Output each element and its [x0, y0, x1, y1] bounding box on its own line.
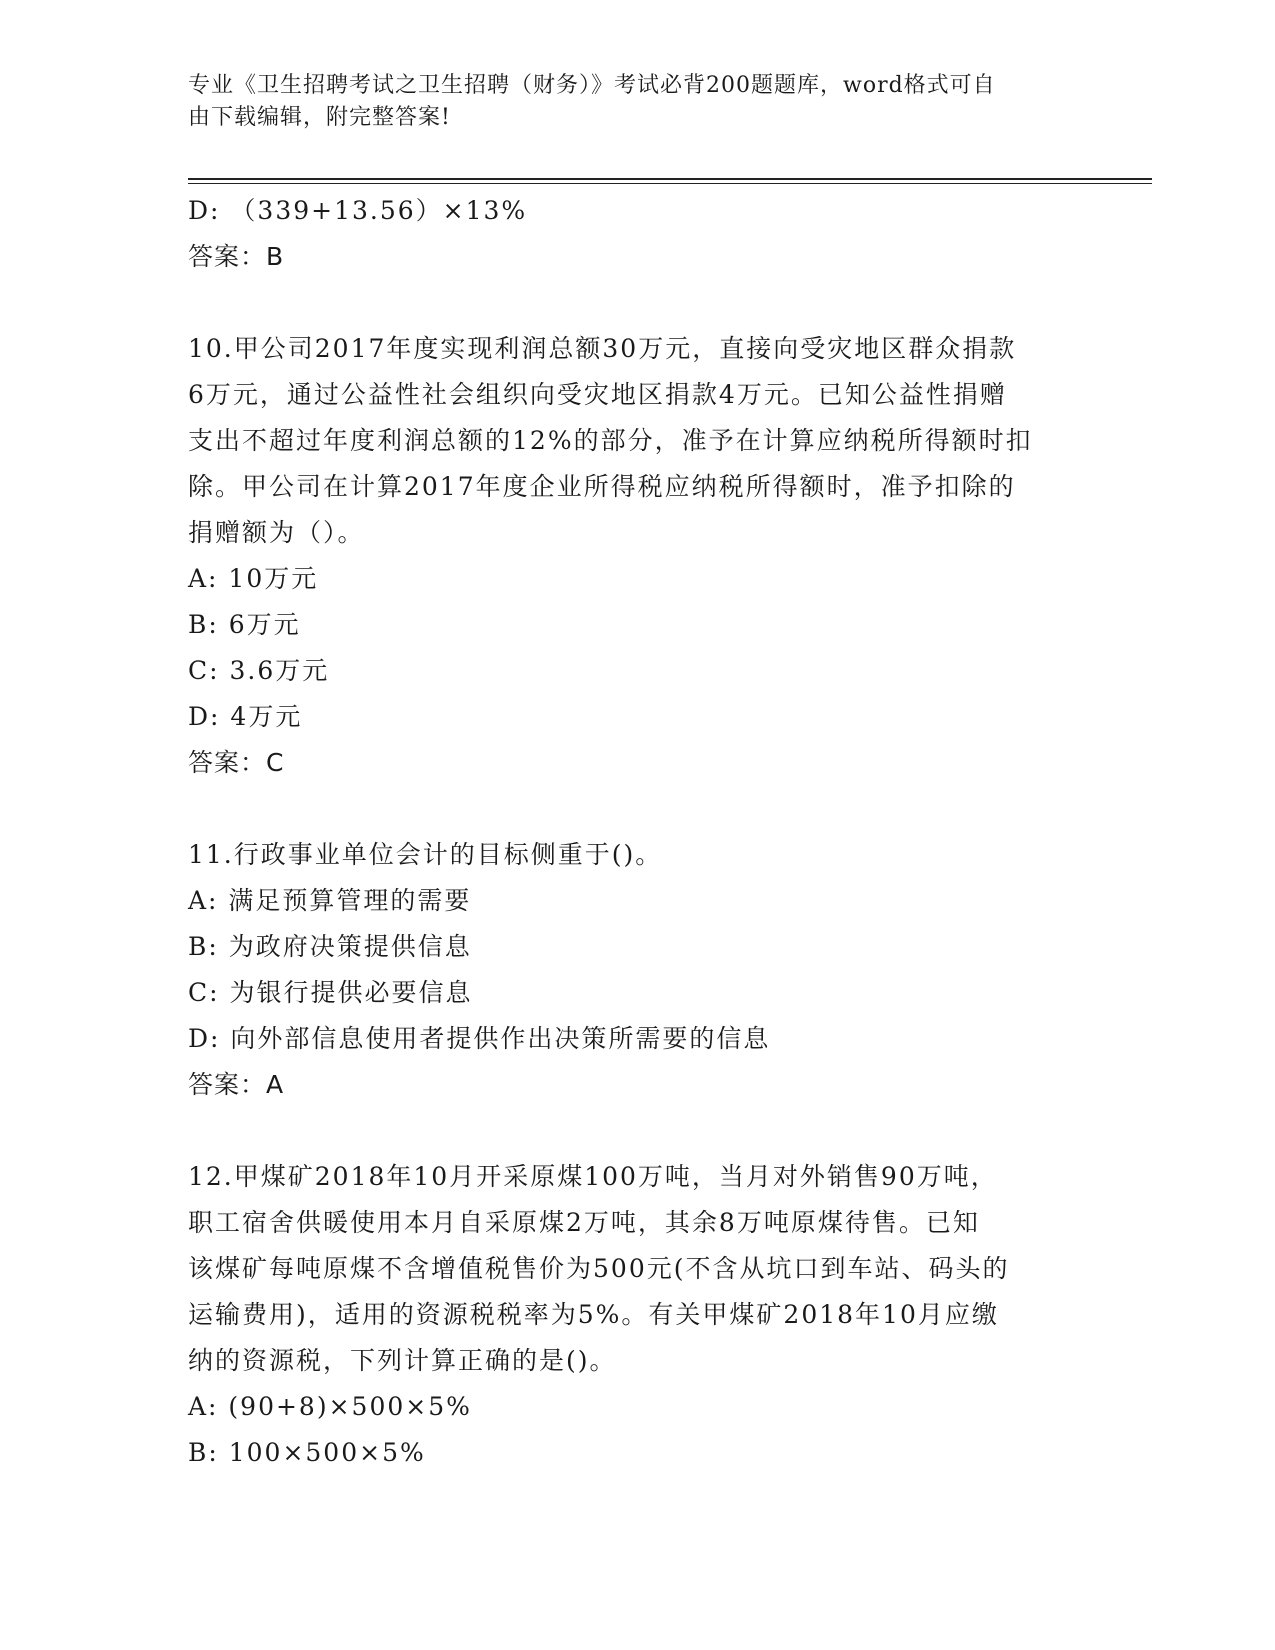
question-content	[188, 188, 1088, 1476]
question-12-line: 12.甲煤矿2018年10月开采原煤100万吨，当月对外销售90万吨，	[188, 1162, 998, 1191]
header-rule-thick	[188, 178, 1152, 180]
question-10-line: 除。甲公司在计算2017年度企业所得税应纳税所得额时，准予扣除的	[188, 472, 1016, 501]
question-12-line: 该煤矿每吨原煤不含增值税售价为500元(不含从坑口到车站、码头的	[188, 1254, 1010, 1283]
question-12-line: 纳的资源税，下列计算正确的是()。	[188, 1346, 617, 1375]
question-11-option-c: C: 为银行提供必要信息	[188, 978, 473, 1007]
question-10-line: 6万元，通过公益性社会组织向受灾地区捐款4万元。已知公益性捐赠	[188, 380, 1007, 409]
spacer	[188, 786, 1088, 832]
header-rule-thin	[188, 183, 1152, 184]
question-12-line: 运输费用)，适用的资源税税率为5%。有关甲煤矿2018年10月应缴	[188, 1300, 999, 1329]
question-12-option-a: A: (90+8)×500×5%	[188, 1392, 472, 1421]
question-11-option-b: B: 为政府决策提供信息	[188, 932, 472, 961]
question-10-answer: 答案：C	[188, 748, 285, 777]
question-10	[188, 326, 1088, 786]
question-11-option-d: D: 向外部信息使用者提供作出决策所需要的信息	[188, 1024, 771, 1053]
question-12-option-b: B: 100×500×5%	[188, 1438, 426, 1467]
question-10-option-a: A: 10万元	[188, 564, 319, 593]
question-10-line: 捐赠额为（）。	[188, 518, 365, 547]
question-10-line: 10.甲公司2017年度实现利润总额30万元，直接向受灾地区群众捐款	[188, 334, 1017, 363]
spacer	[188, 1108, 1088, 1154]
header-line-2: 由下载编辑，附完整答案!	[188, 105, 451, 130]
question-11-line: 11.行政事业单位会计的目标侧重于()。	[188, 840, 663, 869]
question-11-option-a: A: 满足预算管理的需要	[188, 886, 472, 915]
question-12-line: 职工宿舍供暖使用本月自采原煤2万吨，其余8万吨原煤待售。已知	[188, 1208, 980, 1237]
question-10-option-d: D: 4万元	[188, 702, 303, 731]
question-10-option-c: C: 3.6万元	[188, 656, 330, 685]
header-line-1: 专业《卫生招聘考试之卫生招聘（财务）》考试必背200题题库，word格式可自	[188, 73, 996, 98]
document-header	[188, 70, 1068, 134]
question-10-option-b: B: 6万元	[188, 610, 301, 639]
spacer	[188, 280, 1088, 326]
question-11-answer: 答案：A	[188, 1070, 285, 1099]
question-12	[188, 1154, 1088, 1476]
prev-option-d: D: （339+13.56）×13%	[188, 196, 528, 225]
question-11	[188, 832, 1088, 1108]
prev-answer: 答案：B	[188, 242, 285, 271]
question-10-line: 支出不超过年度利润总额的12%的部分，准予在计算应纳税所得额时扣	[188, 426, 1033, 455]
